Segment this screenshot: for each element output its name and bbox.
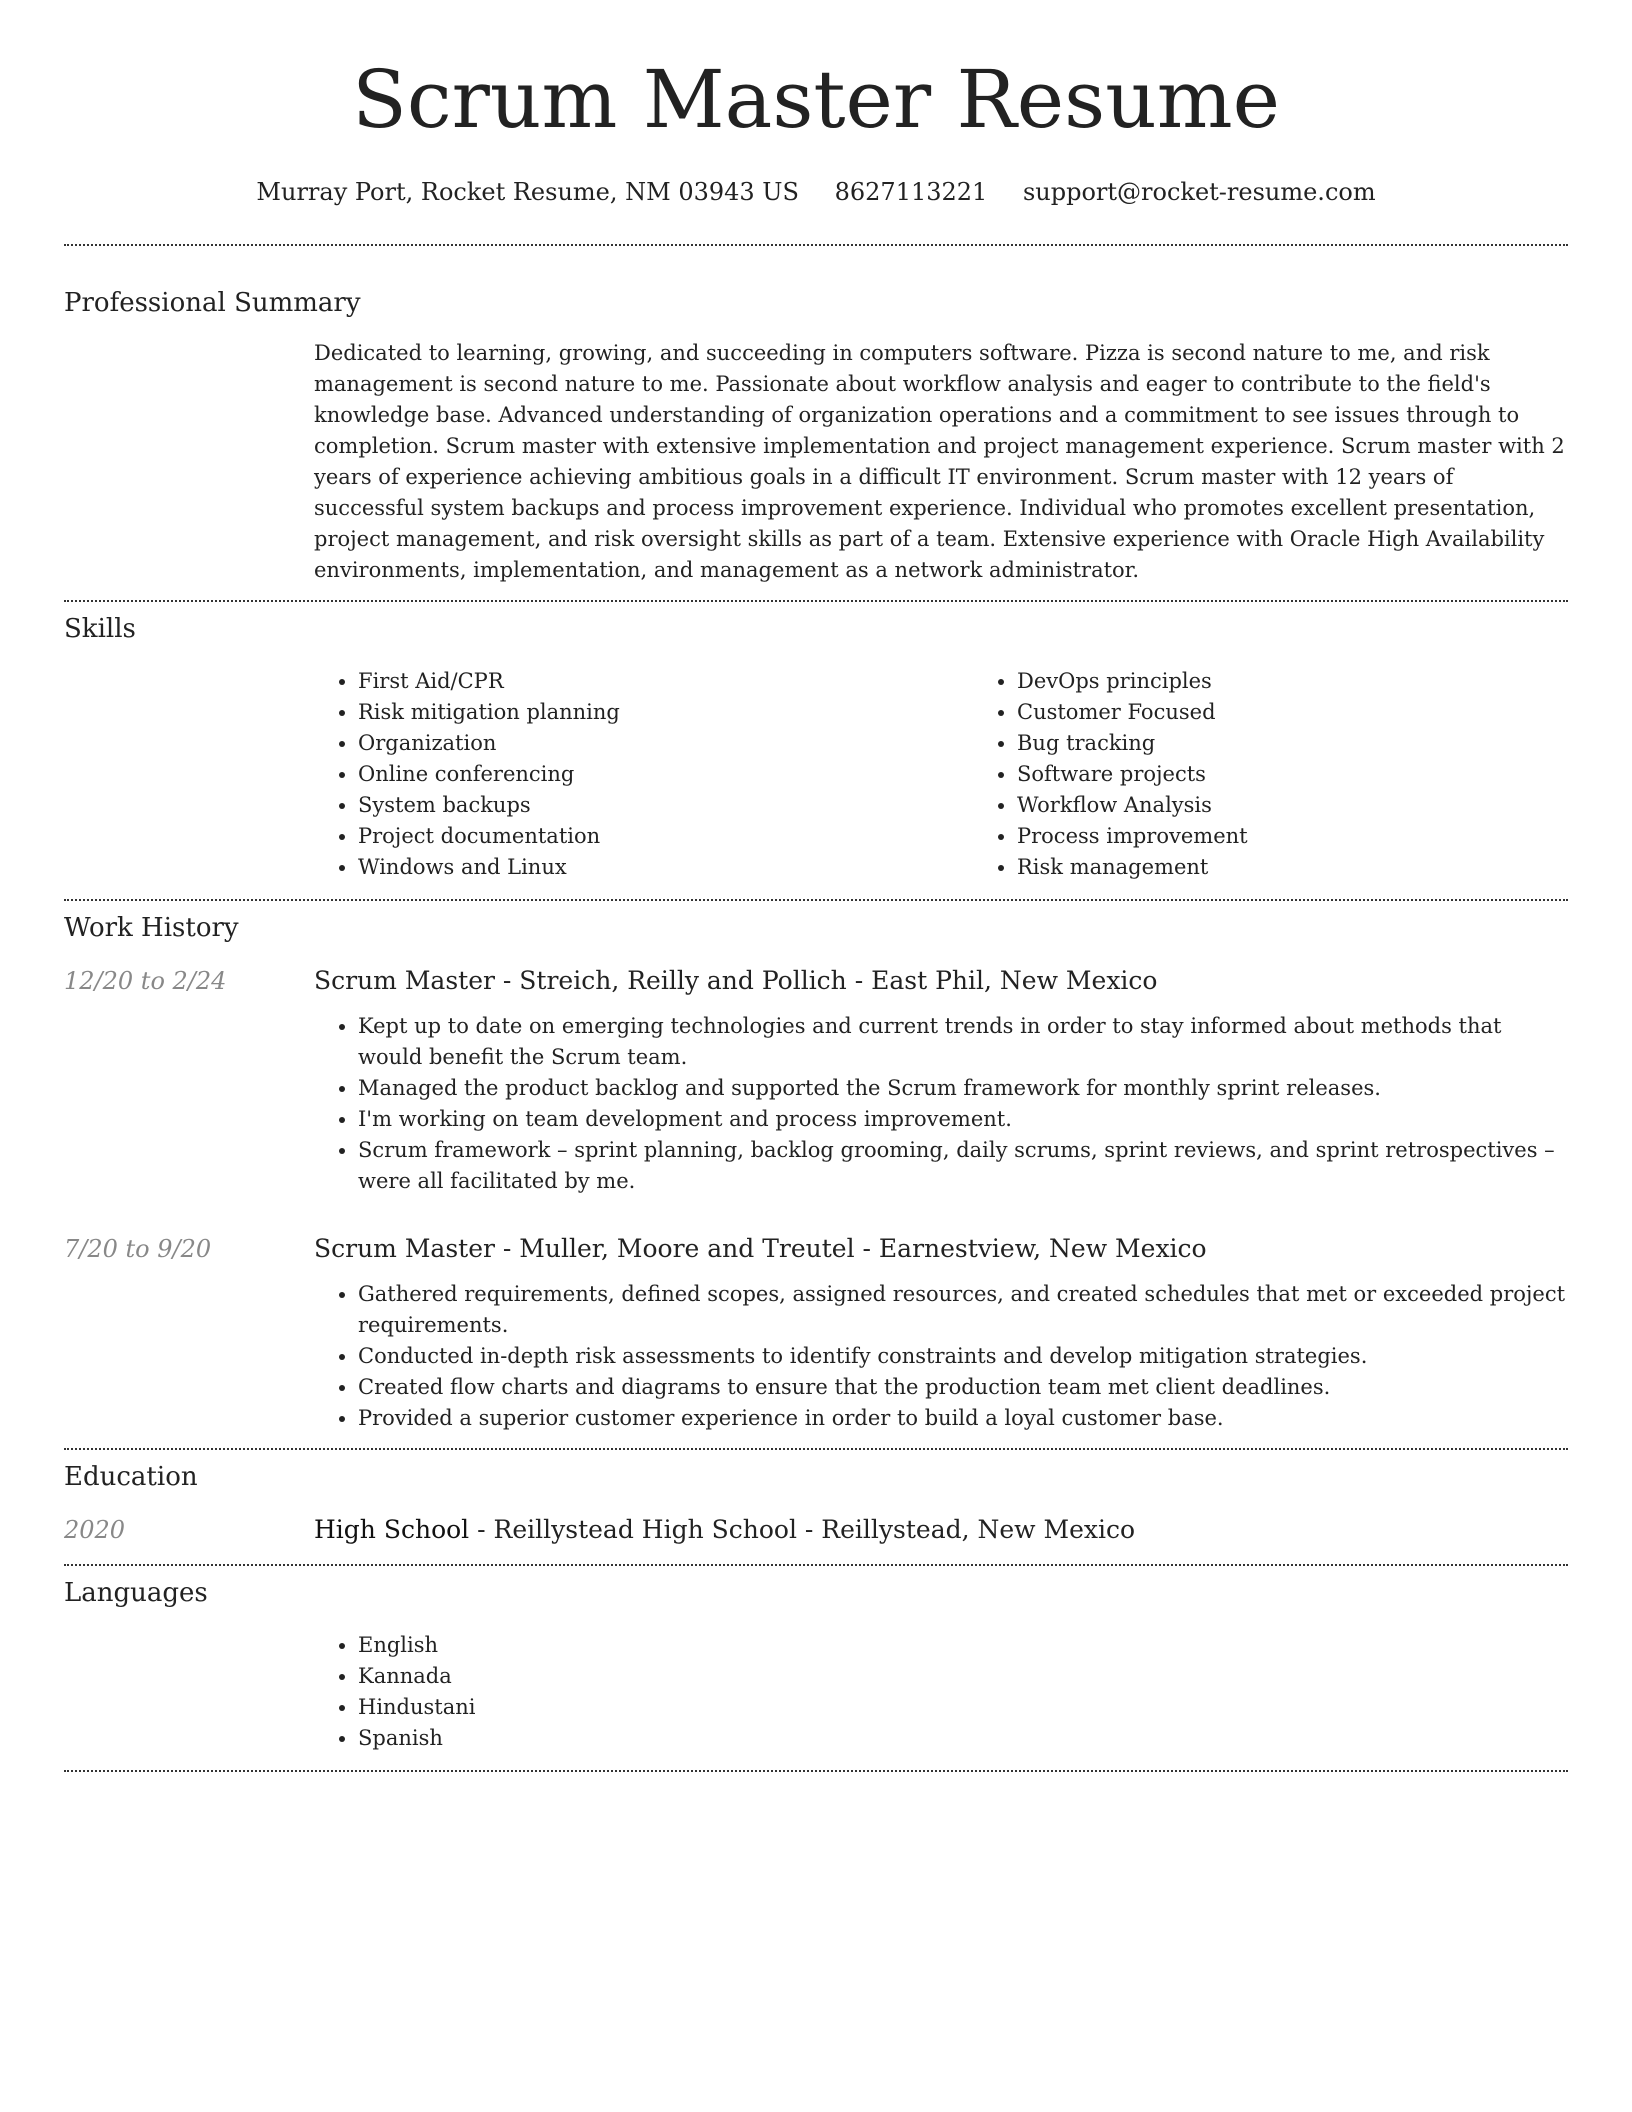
summary-section	[64, 246, 1568, 600]
languages-section	[64, 1566, 1568, 1770]
job-bullets	[314, 1011, 1568, 1197]
list-item: • DevOps principles	[1017, 666, 1632, 697]
list-item: • Software projects	[1017, 759, 1632, 790]
list-item: • I'm working on team development and process improvement.	[358, 1104, 1568, 1135]
job-title: Scrum Master - Streich, Reilly and Pollich - East Phil, New Mexico	[314, 966, 1158, 995]
skills-list-right	[973, 666, 1632, 883]
resume-header	[64, 0, 1568, 208]
list-item: • Gathered requirements, defined scopes, assigned resources, and created schedules that met or exceeded project requirements.	[358, 1279, 1568, 1341]
list-item: • Conducted in-depth risk assessments to identify constraints and develop mitigation strategies.	[358, 1341, 1568, 1372]
list-item: • First Aid/CPR	[358, 666, 973, 697]
list-item: • Process improvement	[1017, 821, 1632, 852]
list-item: • Managed the product backlog and supported the Scrum framework for monthly sprint releases.	[358, 1073, 1568, 1104]
list-item: • Organization	[358, 728, 973, 759]
skills-list-left	[314, 666, 973, 883]
education-section	[64, 1450, 1568, 1564]
list-item: • Scrum framework – sprint planning, backlog grooming, daily scrums, sprint reviews, and sprint retrospectives – were all facilitated by me.	[358, 1135, 1568, 1197]
job-title: Scrum Master - Muller, Moore and Treutel - Earnestview, New Mexico	[314, 1234, 1207, 1263]
work-heading: Work History	[64, 913, 239, 943]
contact-email: support@rocket-resume.com	[1022, 178, 1376, 206]
list-item: • Windows and Linux	[358, 852, 973, 883]
list-item: • System backups	[358, 790, 973, 821]
skills-columns	[314, 666, 1632, 883]
resume-title: Scrum Master Resume	[352, 53, 1280, 146]
list-item: • Workflow Analysis	[1017, 790, 1632, 821]
list-item: • Project documentation	[358, 821, 973, 852]
contact-line	[64, 176, 1568, 208]
list-item: • Created flow charts and diagrams to ensure that the production team met client deadlines.	[358, 1372, 1568, 1403]
job-entry	[64, 1233, 1568, 1434]
education-entry	[314, 1514, 1568, 1546]
job-entry	[64, 965, 1568, 1197]
list-item: • Provided a superior customer experience in order to build a loyal customer base.	[358, 1403, 1568, 1434]
education-year: 2020	[64, 1516, 126, 1544]
list-item: • Online conferencing	[358, 759, 973, 790]
contact-address: Murray Port, Rocket Resume, NM 03943 US	[256, 178, 799, 206]
summary-heading: Professional Summary	[64, 288, 361, 318]
languages-divider	[64, 1770, 1568, 1772]
list-item: • Risk management	[1017, 852, 1632, 883]
list-item: • Bug tracking	[1017, 728, 1632, 759]
list-item: • Customer Focused	[1017, 697, 1632, 728]
contact-phone: 8627113221	[834, 178, 988, 206]
job-dates: 7/20 to 9/20	[64, 1235, 212, 1263]
education-degree: High School	[314, 1515, 470, 1544]
list-item: • Hindustani	[358, 1692, 1568, 1723]
job-dates: 12/20 to 2/24	[64, 967, 227, 995]
job-bullets	[314, 1279, 1568, 1434]
list-item: • Kannada	[358, 1661, 1568, 1692]
list-item: • Risk mitigation planning	[358, 697, 973, 728]
education-school: - Reillystead High School - Reillystead, New Mexico	[469, 1515, 1136, 1544]
list-item: • English	[358, 1630, 1568, 1661]
skills-section	[64, 602, 1568, 899]
summary-text: Dedicated to learning, growing, and succeeding in computers software. Pizza is second nature to me, and risk management is second nature to me. Passionate about workflow analysis and eager to contribute to the field's knowledge base. Advanced understanding of organization operations and a commitment to see issues through to completion. Scrum master with extensive implementation and project management experience. Scrum master with 2 years of experience achieving ambitious goals in a difficult IT environment. Scrum master with 12 years of successful system backups and process improvement experience. Individual who promotes excellent presentation, project management, and risk oversight skills as part of a team. Extensive experience with Oracle High Availability environments, implementation, and management as a network administrator.	[314, 341, 1565, 582]
work-section	[64, 901, 1568, 1448]
education-heading: Education	[64, 1462, 198, 1492]
list-item: • Kept up to date on emerging technologies and current trends in order to stay informed about methods that would benefit the Scrum team.	[358, 1011, 1568, 1073]
list-item: • Spanish	[358, 1723, 1568, 1754]
languages-heading: Languages	[64, 1578, 208, 1608]
languages-list	[314, 1630, 1568, 1754]
skills-heading: Skills	[64, 614, 136, 644]
